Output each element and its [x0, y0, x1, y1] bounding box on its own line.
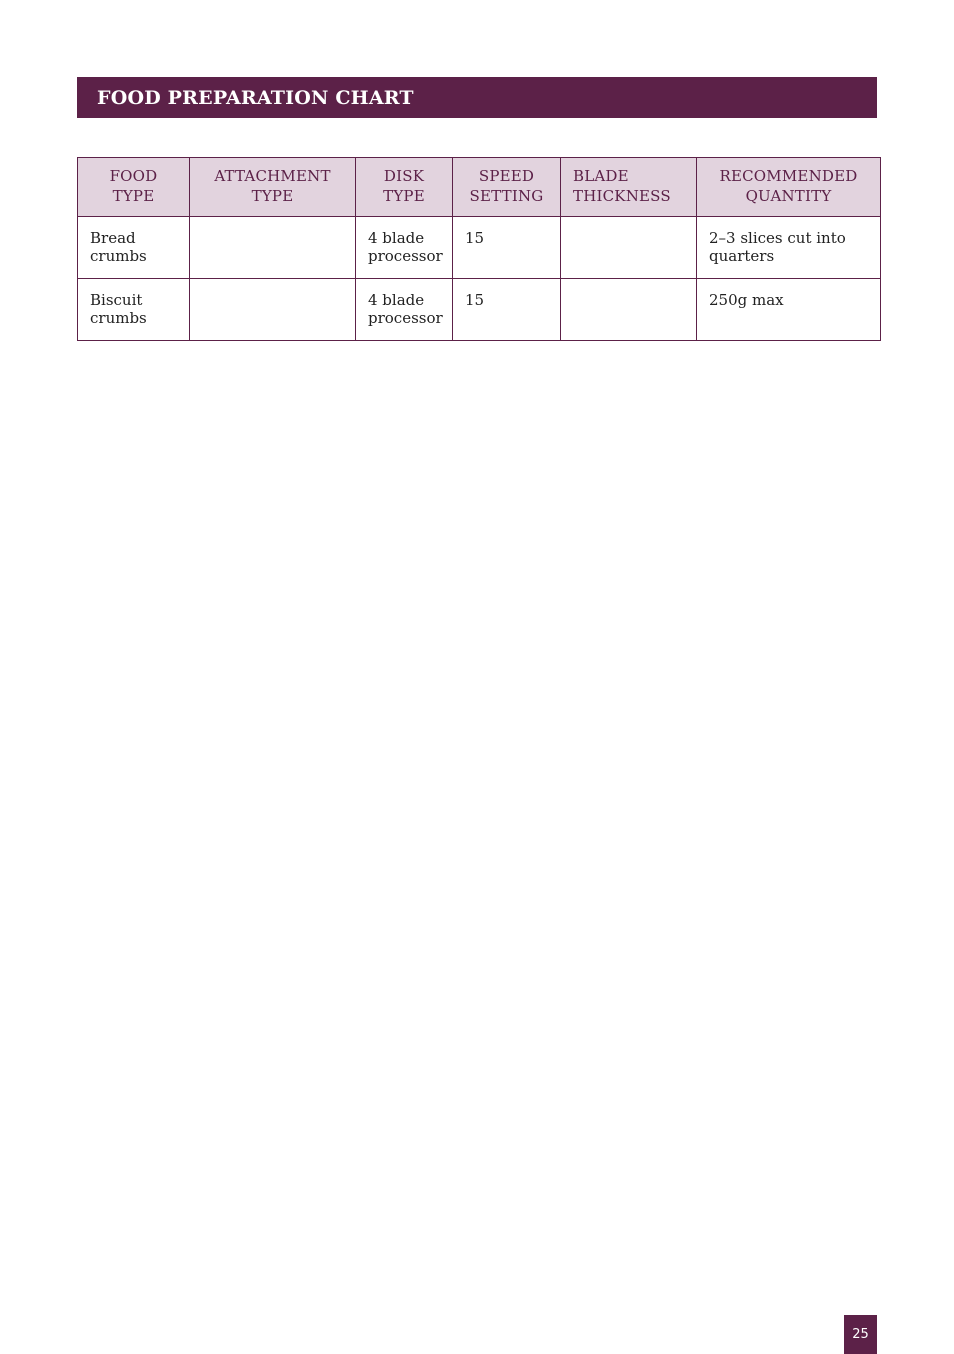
section-title-bar [77, 77, 877, 118]
cell-recommended-quantity: 2–3 slices cut into quarters [697, 217, 881, 279]
cell-attachment-type [190, 217, 356, 279]
cell-speed-setting: 15 [453, 279, 561, 341]
cell-disk-type: 4 blade processor [356, 279, 453, 341]
cell-attachment-type [190, 279, 356, 341]
cell-food-type: Biscuit crumbs [78, 279, 190, 341]
header-disk-type: DISK TYPE [356, 158, 453, 217]
cell-speed-setting: 15 [453, 217, 561, 279]
header-speed-setting: SPEED SETTING [453, 158, 561, 217]
table-header-row [78, 158, 881, 217]
header-food-type: FOOD TYPE [78, 158, 190, 217]
header-blade-thickness: BLADE THICKNESS [561, 158, 697, 217]
cell-recommended-quantity: 250g max [697, 279, 881, 341]
page-title: FOOD PREPARATION CHART [97, 86, 414, 109]
cell-blade-thickness [561, 217, 697, 279]
header-attachment-type: ATTACHMENT TYPE [190, 158, 356, 217]
page-number: 25 [844, 1315, 877, 1354]
cell-disk-type: 4 blade processor [356, 217, 453, 279]
header-recommended-quantity: RECOMMENDED QUANTITY [697, 158, 881, 217]
cell-blade-thickness [561, 279, 697, 341]
food-preparation-table [77, 157, 881, 341]
cell-food-type: Bread crumbs [78, 217, 190, 279]
table-row [78, 279, 881, 341]
table-row [78, 217, 881, 279]
